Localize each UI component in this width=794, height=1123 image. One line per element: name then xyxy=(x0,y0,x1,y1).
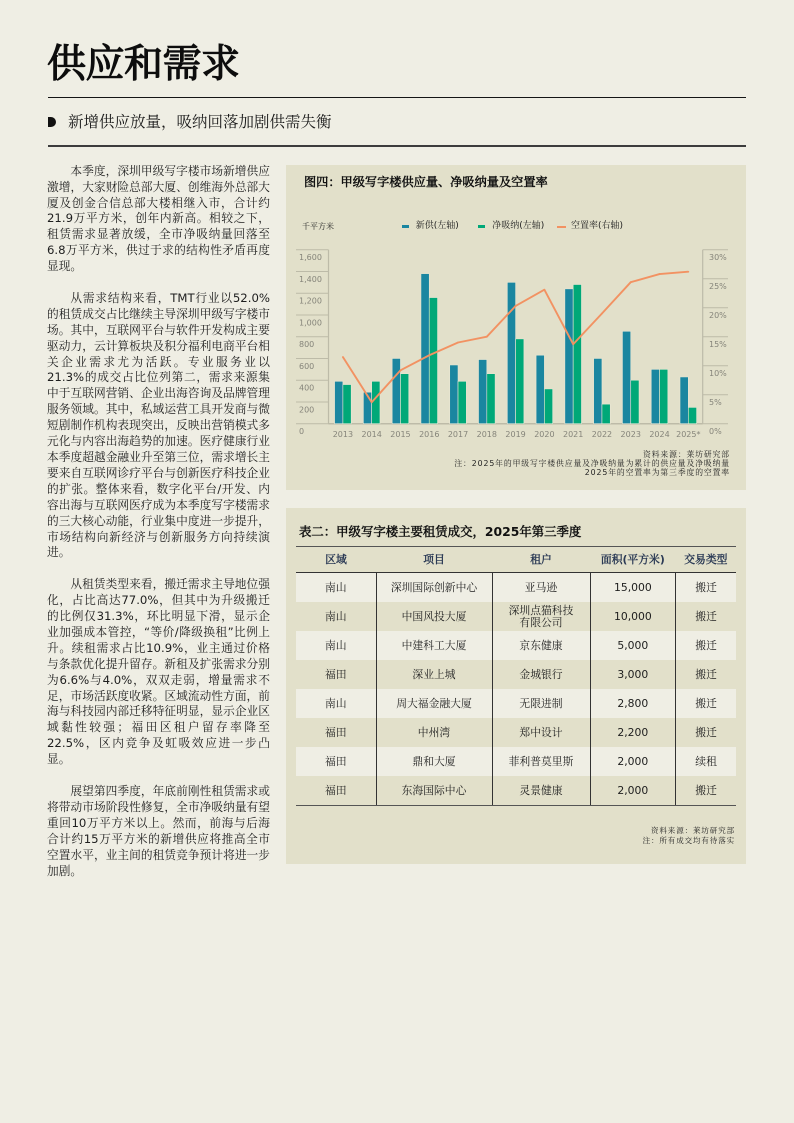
cell-tenant: 郑中设计 xyxy=(492,718,590,747)
cell-tenant: 无限进制 xyxy=(492,689,590,718)
x-axis-label: 2020 xyxy=(534,430,555,439)
table-row xyxy=(296,573,736,603)
body-text-column xyxy=(47,164,270,896)
right-axis-tick-label: 20% xyxy=(709,311,727,321)
bar-new-supply-2013 xyxy=(335,381,343,423)
bar-new-supply-2021 xyxy=(565,289,573,424)
column-header-district: 区域 xyxy=(296,547,376,573)
subtitle-divider xyxy=(48,145,746,147)
cell-project: 深圳国际创新中心 xyxy=(376,573,492,603)
cell-deal-type: 搬迁 xyxy=(676,689,736,718)
right-axis-tick-label: 10% xyxy=(709,369,727,379)
x-axis-label: 2017 xyxy=(447,430,469,439)
point-vacancy-rate-2019 xyxy=(515,305,517,307)
chart-unit-label: 千平方米 xyxy=(302,221,334,231)
column-header-area: 面积(平方米) xyxy=(590,547,676,573)
x-axis-label: 2013 xyxy=(332,430,354,439)
cell-project: 周大福金融大厦 xyxy=(376,689,492,718)
x-axis-label: 2015 xyxy=(390,430,411,439)
cell-district: 福田 xyxy=(296,718,376,747)
right-axis-tick-label: 25% xyxy=(709,282,727,292)
left-axis-tick-label: 600 xyxy=(299,361,315,371)
right-axis-tick-label: 15% xyxy=(709,340,727,350)
point-vacancy-rate-2017 xyxy=(457,342,459,344)
bar-net-absorption-2014 xyxy=(372,381,380,423)
section-subtitle: 新增供应放量，吸纳回落加剧供需失衡 xyxy=(68,113,332,131)
table-title: 表二：甲级写字楼主要租赁成交，2025年第三季度 xyxy=(299,524,582,539)
bar-net-absorption-2017 xyxy=(458,381,466,423)
bar-new-supply-2018 xyxy=(479,360,487,424)
cell-area: 2,200 xyxy=(590,718,676,747)
x-axis-label: 2022 xyxy=(591,430,613,439)
bar-net-absorption-2021 xyxy=(573,285,581,424)
left-axis-tick-label: 1,200 xyxy=(299,296,322,306)
table-header-row xyxy=(296,547,736,573)
point-vacancy-rate-2015 xyxy=(400,369,402,371)
cell-district: 南山 xyxy=(296,631,376,660)
cell-project: 东海国际中心 xyxy=(376,776,492,806)
paragraph-demand-structure: 从需求结构来看，TMT行业以52.0%的租赁成交占比继续主导深圳甲级写字楼市场。其中，互联网平台与软件开发构成主要驱动力，云计算板块及积分福利电商平台相关企业需求尤为活跃。专业服务业以21.3%的成交占比位列第二，需求来源集中于互联网营销、企业出海咨询及品牌管理服务领域。其中，私域运营工具开发商与微短剧制作机构表现突出，反映出营销模式多元化与内容出海趋势的加速。医疗健康行业本季度超越金融业升至第三位，需求增长主要来自互联网诊疗平台与创新医疗科技企业的扩张。整体来看，数字化平台/开发、内容出海与互联网医疗成为本季度写字楼需求的三大核心动能，行业集中度进一步提升，市场结构向新经济与创新服务方向持续演进。 xyxy=(47,290,270,560)
table-row xyxy=(296,747,736,776)
page-title: 供应和需求 xyxy=(47,43,240,86)
cell-tenant: 金城银行 xyxy=(492,660,590,689)
left-axis-tick-label: 400 xyxy=(299,383,315,393)
cell-project: 中建科工大厦 xyxy=(376,631,492,660)
legend-label-net-absorption: 净吸纳(左轴) xyxy=(492,221,545,231)
cell-tenant: 京东健康 xyxy=(492,631,590,660)
left-axis-tick-label: 800 xyxy=(299,340,315,350)
bar-net-absorption-2025 xyxy=(688,407,696,423)
cell-district: 南山 xyxy=(296,573,376,603)
x-axis-label: 2025* xyxy=(676,430,701,439)
bar-new-supply-2017 xyxy=(450,365,458,424)
chart-notes xyxy=(454,451,730,477)
cell-deal-type: 续租 xyxy=(676,747,736,776)
chart-note-2: 2025年的空置率为第三季度的空置率 xyxy=(584,467,730,477)
x-axis-label: 2018 xyxy=(476,430,497,439)
legend-label-new-supply: 新供(左轴) xyxy=(415,221,459,231)
table-panel xyxy=(286,508,746,864)
cell-district: 福田 xyxy=(296,660,376,689)
title-divider xyxy=(48,97,746,99)
cell-tenant: 深圳点猫科技有限公司 xyxy=(492,602,590,631)
left-axis-tick-label: 1,000 xyxy=(299,318,322,328)
paragraph-outlook: 展望第四季度，年底前刚性租赁需求或将带动市场阶段性修复，全市净吸纳量有望重回10万平方米以上。然而，前海与后海合计约15万平方米的新增供应将推高全市空置水平，业主间的租赁竞争预计将进一步加剧。 xyxy=(47,783,270,878)
x-axis-label: 2019 xyxy=(505,430,526,439)
paragraph-supply: 本季度，深圳甲级写字楼市场新增供应激增，大家财险总部大厦、创维海外总部大厦及创金合信总部大楼相继入市，合计约21.9万平方米，创年内新高。相较之下，租赁需求显著放缓，全市净吸纳量回落至6.8万平方米，供过于求的结构性矛盾再度显现。 xyxy=(47,163,270,274)
table-notes xyxy=(643,826,735,847)
bar-new-supply-2020 xyxy=(536,355,544,424)
x-axis-label: 2021 xyxy=(562,430,584,439)
bar-new-supply-2024 xyxy=(651,369,659,423)
table-body xyxy=(296,573,736,806)
paragraph-leasing-type: 从租赁类型来看，搬迁需求主导地位强化，占比高达77.0%，但其中为升级搬迁的比例仅31.3%，环比明显下滑，显示企业加强成本管控，“等价/降级换租”比例上升。续租需求占比10.9%，业主通过价格与条款优化提升留存。新租及扩张需求分别为6.6%与4.0%，双双走弱，增量需求不足，市场活跃度收紧。区域流动性方面，前海与科技园内部迁移特征明显，显示企业区域黏性较强；福田区租户留存率降至22.5%，区内竞争及虹吸效应进一步凸显。 xyxy=(47,577,270,767)
point-vacancy-rate-2023 xyxy=(630,281,632,283)
table-row xyxy=(296,602,736,631)
chart-source: 资料来源：莱坊研究部 xyxy=(643,450,730,460)
cell-project: 中国风投大厦 xyxy=(376,602,492,631)
cell-tenant: 菲利普莫里斯 xyxy=(492,747,590,776)
right-axis-tick-label: 30% xyxy=(709,253,727,263)
cell-area: 2,000 xyxy=(590,747,676,776)
cell-district: 福田 xyxy=(296,776,376,806)
bullet-icon xyxy=(48,117,56,127)
cell-area: 15,000 xyxy=(590,573,676,603)
cell-area: 10,000 xyxy=(590,602,676,631)
chart-title: 图四：甲级写字楼供应量、净吸纳量及空置率 xyxy=(304,175,548,189)
bar-net-absorption-2018 xyxy=(487,374,495,424)
table-row xyxy=(296,631,736,660)
cell-district: 福田 xyxy=(296,747,376,776)
cell-project: 中州湾 xyxy=(376,718,492,747)
right-axis-tick-label: 5% xyxy=(709,398,722,408)
bar-new-supply-2023 xyxy=(622,331,630,423)
leasing-deals-table xyxy=(296,546,736,806)
cell-tenant: 灵景健康 xyxy=(492,776,590,806)
bar-new-supply-2016 xyxy=(421,274,429,424)
cell-area: 3,000 xyxy=(590,660,676,689)
column-header-tenant: 租户 xyxy=(492,547,590,573)
bar-net-absorption-2023 xyxy=(631,380,639,424)
left-axis-tick-label: 0 xyxy=(299,427,305,437)
table-row xyxy=(296,718,736,747)
point-vacancy-rate-2018 xyxy=(486,336,488,338)
cell-deal-type: 搬迁 xyxy=(676,631,736,660)
bar-net-absorption-2020 xyxy=(544,389,552,424)
column-header-deal-type: 交易类型 xyxy=(676,547,736,573)
cell-deal-type: 搬迁 xyxy=(676,718,736,747)
table-source: 资料来源：莱坊研究部 xyxy=(651,825,735,835)
right-axis-tick-label: 0% xyxy=(709,427,722,437)
cell-area: 2,800 xyxy=(590,689,676,718)
cell-deal-type: 搬迁 xyxy=(676,602,736,631)
x-axis-label: 2016 xyxy=(419,430,440,439)
left-axis-tick-label: 1,400 xyxy=(299,274,322,284)
cell-area: 2,000 xyxy=(590,776,676,806)
bar-net-absorption-2019 xyxy=(516,339,524,424)
point-vacancy-rate-2020 xyxy=(543,289,545,291)
point-vacancy-rate-2022 xyxy=(601,313,603,315)
cell-area: 5,000 xyxy=(590,631,676,660)
table-note: 注：所有成交均有待落实 xyxy=(642,835,735,845)
column-header-project: 项目 xyxy=(376,547,492,573)
table-row xyxy=(296,660,736,689)
point-vacancy-rate-2025 xyxy=(687,271,689,273)
chart-note-1: 注：2025年的甲级写字楼供应量及净吸纳量为累计的供应量及净吸纳量 xyxy=(454,459,730,469)
cell-district: 南山 xyxy=(296,602,376,631)
bar-net-absorption-2013 xyxy=(343,385,351,424)
bar-net-absorption-2016 xyxy=(429,298,437,424)
cell-tenant: 亚马逊 xyxy=(492,573,590,603)
legend-label-vacancy-rate: 空置率(右轴) xyxy=(571,221,624,231)
chart-plot xyxy=(286,165,746,490)
point-vacancy-rate-2024 xyxy=(659,273,661,275)
bar-new-supply-2019 xyxy=(507,282,515,423)
point-vacancy-rate-2013 xyxy=(342,356,344,358)
cell-deal-type: 搬迁 xyxy=(676,573,736,603)
bar-net-absorption-2024 xyxy=(660,369,668,423)
chart-panel xyxy=(286,165,746,490)
table-row xyxy=(296,776,736,806)
left-axis-tick-label: 200 xyxy=(299,405,315,415)
table-row xyxy=(296,689,736,718)
cell-district: 南山 xyxy=(296,689,376,718)
x-axis-label: 2014 xyxy=(361,430,382,439)
bar-net-absorption-2022 xyxy=(602,404,610,424)
x-axis-label: 2024 xyxy=(649,430,670,439)
point-vacancy-rate-2016 xyxy=(428,354,430,356)
x-axis-label: 2023 xyxy=(620,430,641,439)
bar-net-absorption-2015 xyxy=(400,374,408,424)
point-vacancy-rate-2021 xyxy=(572,343,574,345)
cell-project: 鼎和大厦 xyxy=(376,747,492,776)
cell-deal-type: 搬迁 xyxy=(676,660,736,689)
bar-new-supply-2025 xyxy=(680,377,688,424)
cell-project: 深业上城 xyxy=(376,660,492,689)
bar-new-supply-2022 xyxy=(594,358,602,423)
left-axis-tick-label: 1,600 xyxy=(299,253,322,263)
cell-deal-type: 搬迁 xyxy=(676,776,736,806)
bar-new-supply-2015 xyxy=(392,358,400,423)
point-vacancy-rate-2014 xyxy=(371,401,373,403)
